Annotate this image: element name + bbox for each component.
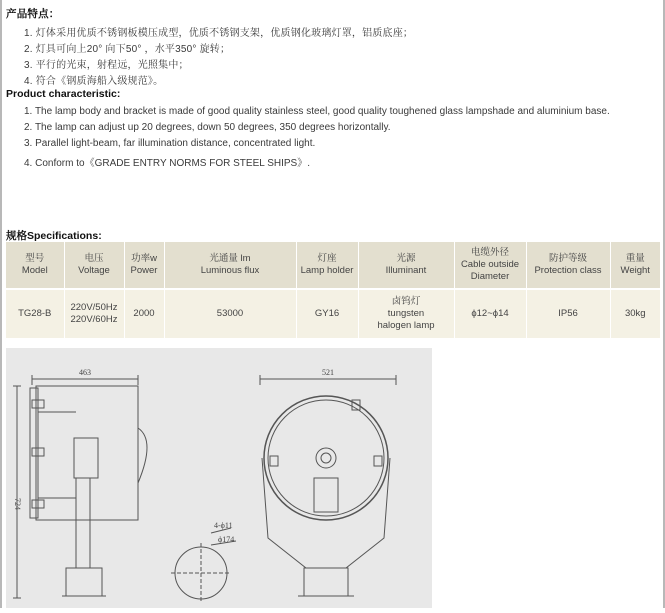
cell-lamp-holder: GY16	[296, 289, 358, 338]
lamp-front-ring	[264, 396, 388, 520]
lamp-rear-handle	[138, 428, 147, 483]
specs-heading: 规格Specifications:	[6, 230, 102, 242]
table-header-row	[6, 242, 660, 289]
cell-model: TG28-B	[6, 289, 64, 338]
features-cn-item: 4. 符合《钢质海船入级规范》。	[24, 76, 164, 87]
lamp-front-glass	[268, 400, 384, 516]
col-header-model: 型号 Model	[6, 242, 64, 289]
features-en-heading: Product characteristic:	[6, 88, 121, 100]
features-en-item: 2. The lamp can adjust up 20 degrees, down 50 degrees, 350 degrees horizontally.	[24, 122, 391, 133]
cell-protection-class: IP56	[526, 289, 610, 338]
lamp-stand-post	[76, 478, 90, 568]
col-header-weight: 重量 Weight	[610, 242, 660, 289]
features-cn-item: 2. 灯具可向上20° 向下50° ，水平350° 旋转；	[24, 44, 231, 55]
dim-label-height: 724	[13, 498, 22, 510]
lamp-bulb	[316, 448, 336, 468]
lamp-bulb-core	[321, 453, 331, 463]
dim-label-front-width: 521	[322, 368, 334, 377]
cell-luminous-flux: 53000	[164, 289, 296, 338]
technical-drawing	[6, 348, 432, 608]
dim-label-side-width: 463	[79, 368, 91, 377]
page-border-left	[0, 0, 2, 608]
col-header-voltage: 电压 Voltage	[64, 242, 124, 289]
lamp-base-side	[66, 568, 102, 596]
lamp-holder-assembly	[314, 478, 338, 512]
dim-label-base-diameter: ϕ174	[218, 535, 235, 544]
features-en-item: 4. Conform to《GRADE ENTRY NORMS FOR STEEL SHIPS》.	[24, 158, 310, 169]
col-header-protection-class: 防护等级 Protection class	[526, 242, 610, 289]
lamp-body-side	[36, 386, 138, 520]
lamp-front-clamp	[374, 456, 382, 466]
col-header-cable-diameter: 电缆外径 Cable outside Diameter	[454, 242, 526, 289]
table-row	[6, 289, 660, 338]
lamp-base-front	[304, 568, 348, 596]
lamp-dimension-drawing	[6, 348, 432, 608]
front-yoke-bracket	[262, 458, 390, 568]
col-header-luminous-flux: 光通量 lm Luminous flux	[164, 242, 296, 289]
features-cn-item: 1. 灯体采用优质不锈钢板模压成型，优质不锈钢支架，优质钢化玻璃灯罩，铝质底座；	[24, 28, 414, 39]
cell-voltage: 220V/50Hz 220V/60Hz	[64, 289, 124, 338]
cell-power: 2000	[124, 289, 164, 338]
col-header-lamp-holder: 灯座 Lamp holder	[296, 242, 358, 289]
cell-illuminant: 卤钨灯 tungsten halogen lamp	[358, 289, 454, 338]
features-cn-item: 3. 平行的光束，射程远，光照集中；	[24, 60, 189, 71]
col-header-power: 功率w Power	[124, 242, 164, 289]
dim-label-holes: 4-ϕ11	[214, 521, 233, 530]
specifications-table	[6, 242, 660, 338]
cell-cable-diameter: ϕ12~ϕ14	[454, 289, 526, 338]
features-en-item: 3. Parallel light-beam, far illumination distance, concentrated light.	[24, 138, 316, 149]
features-cn-heading: 产品特点：	[6, 8, 60, 20]
features-en-item: 1. The lamp body and bracket is made of good quality stainless steel, good quality toughened glass lampshade and aluminium base.	[24, 106, 610, 117]
lamp-front-clamp	[270, 456, 278, 466]
bracket-pivot	[74, 438, 98, 478]
col-header-illuminant: 光源 Illuminant	[358, 242, 454, 289]
cell-weight: 30kg	[610, 289, 660, 338]
